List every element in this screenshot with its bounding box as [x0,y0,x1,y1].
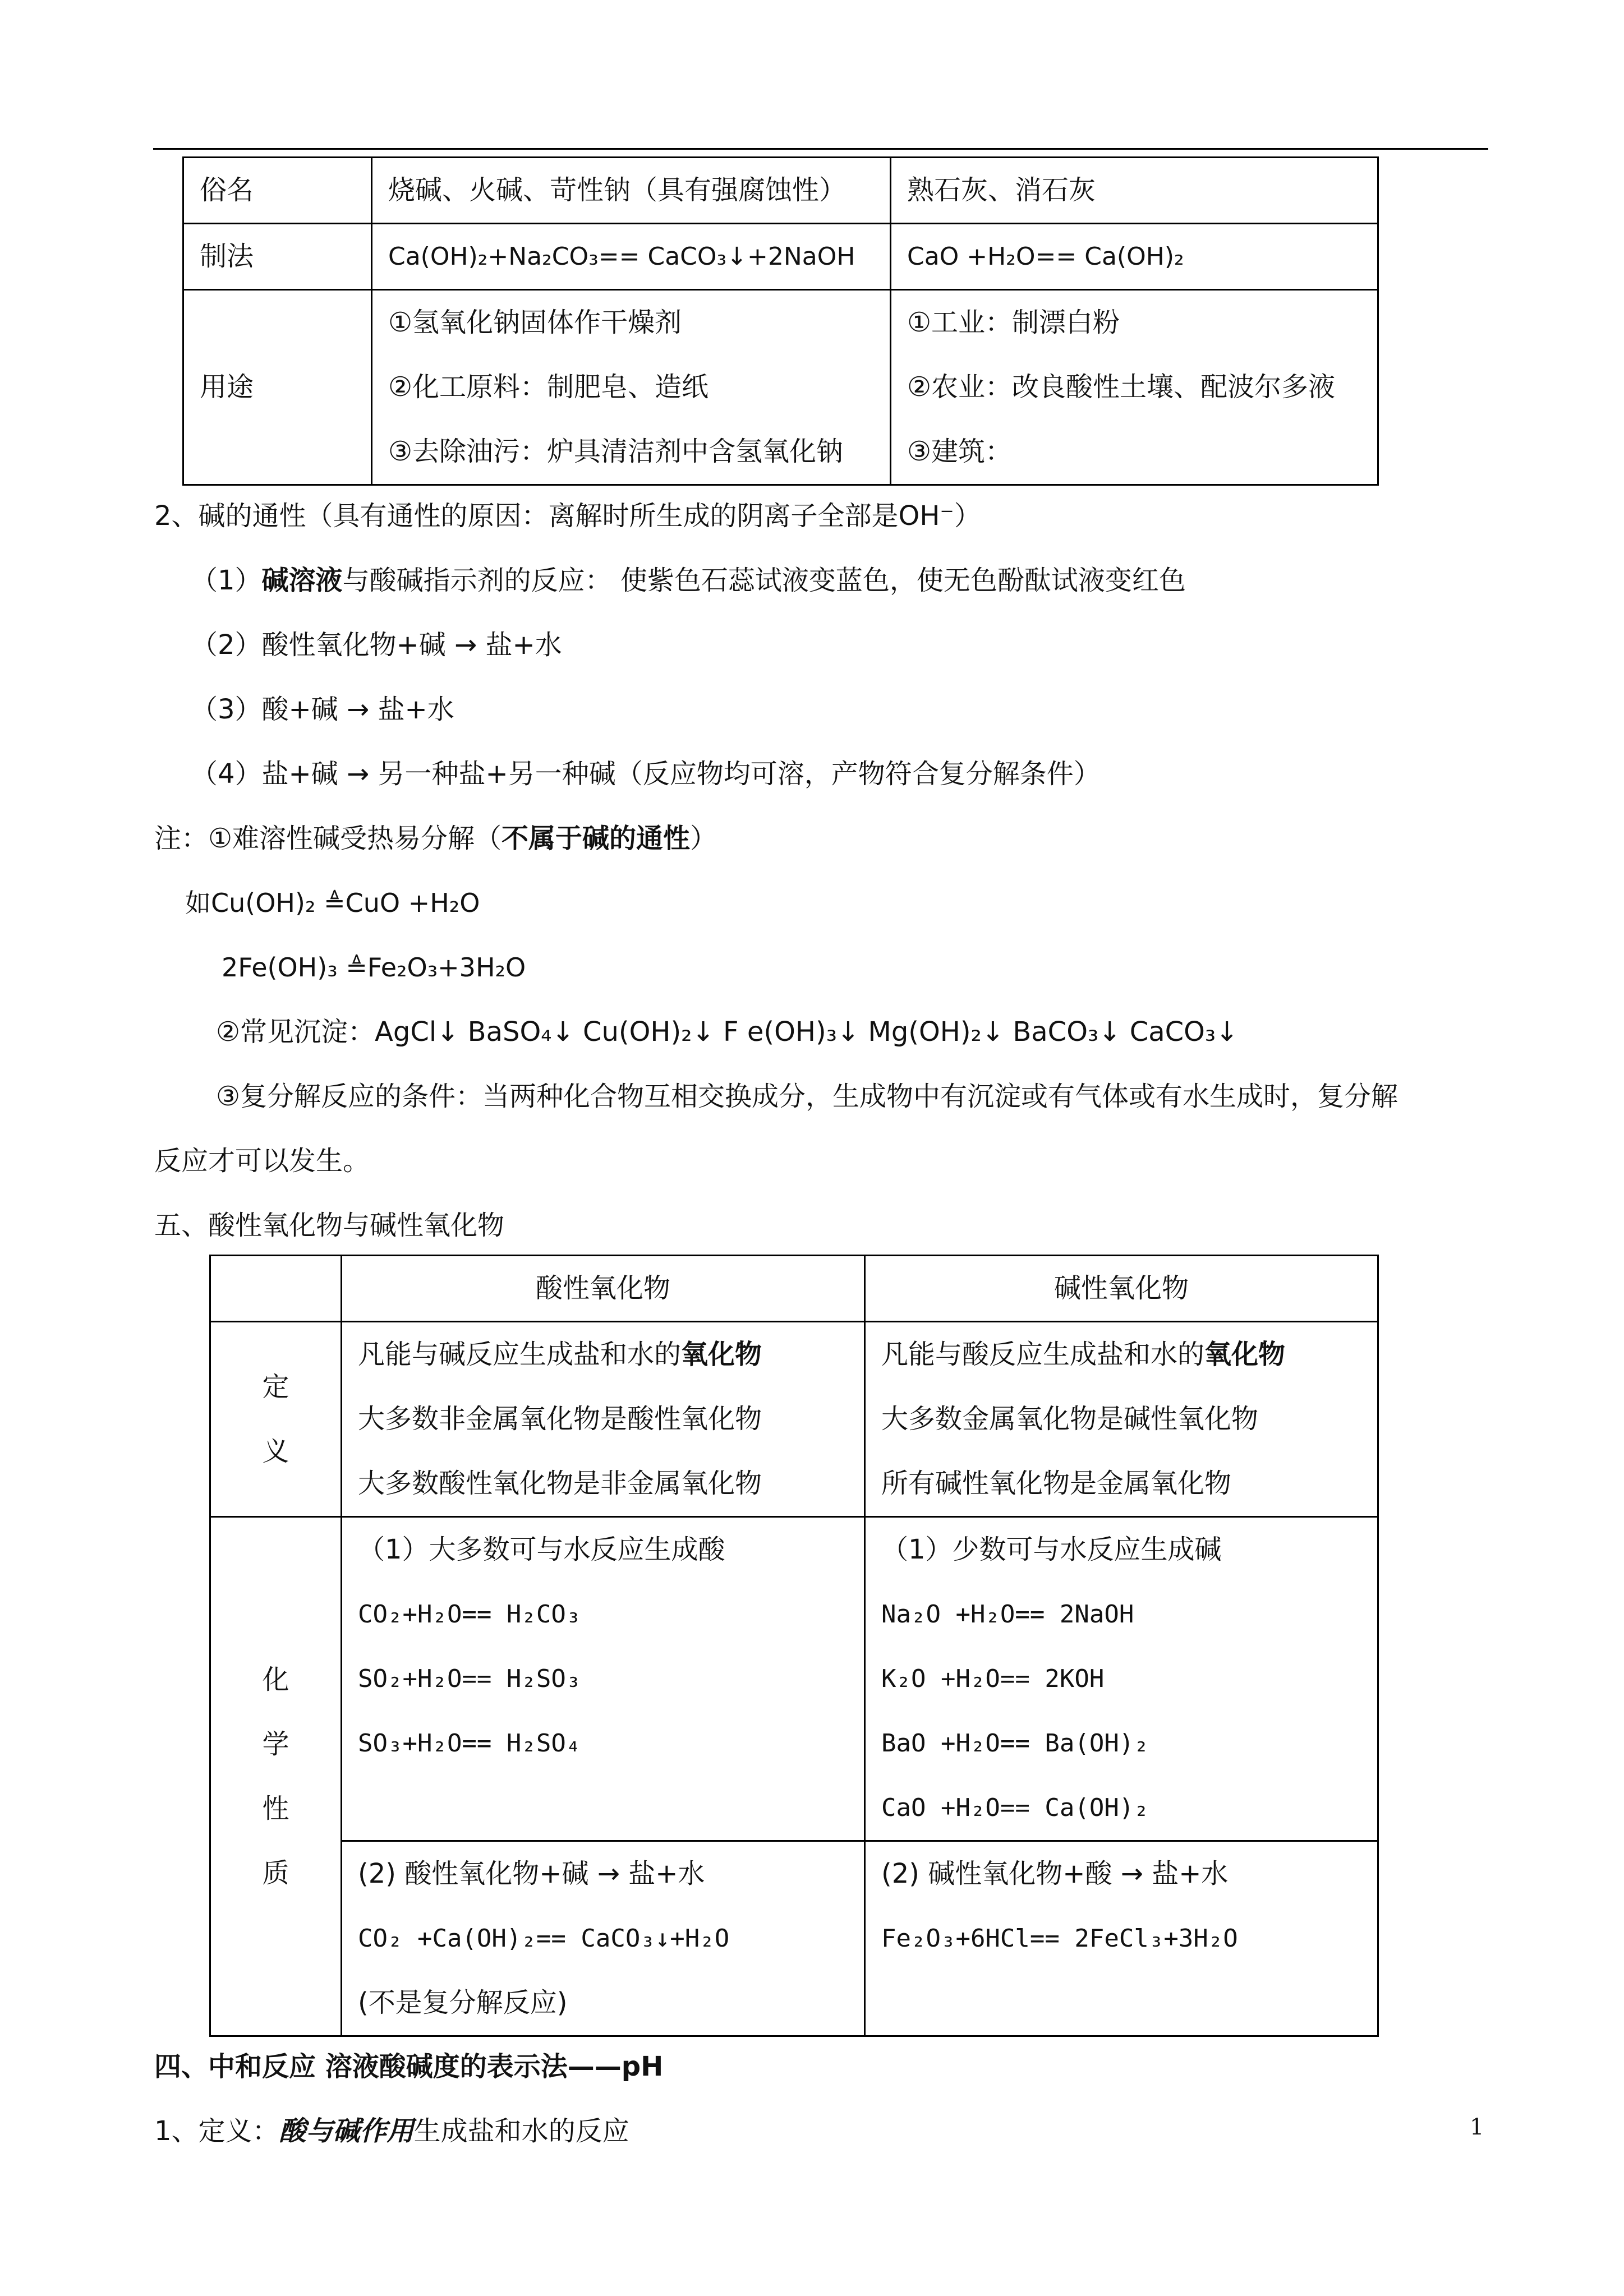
row-label: 制法 [183,224,372,290]
property-heading: (2) 酸性氧化物+碱 → 盐+水 [358,1858,705,1889]
table-cell: 烧碱、火碱、苛性钠（具有强腐蚀性） [372,158,891,224]
definition [154,2114,629,2148]
equation: CaO +H₂O== Ca(OH)₂ [881,1794,1149,1822]
spacer [358,1776,848,1840]
text: 注：①难溶性碱受热易分解（ [154,823,502,854]
equation: Fe₂O₃+6HCl== 2FeCl₃+3H₂O [881,1924,1238,1953]
equation: 如Cu(OH)₂ ≜CuO +H₂O [185,888,480,918]
list-item: ②农业：改良酸性土壤、配波尔多液 [907,371,1336,403]
list-item: ②化工原料：制肥皂、造纸 [388,371,709,403]
base-properties-table [182,156,1379,486]
label-char: 性 [262,1792,289,1824]
table-header-row [210,1256,1378,1322]
list-item: ③去除油污：炉具清洁剂中含氢氧化钠 [388,436,844,467]
table-row [183,224,1378,290]
table-cell [342,1322,865,1517]
note: ②常见沉淀：AgCl↓ BaSO₄↓ Cu(OH)₂↓ F e(OH)₃↓ Mg(OH)₂↓ BaCO₃↓ CaCO₃↓ [216,1016,1239,1048]
definition-line [881,1322,1361,1387]
bold-term: 碱溶液 [261,565,343,596]
equation: K₂O +H₂O== 2KOH [881,1665,1105,1693]
equation: CO₂+H₂O== H₂CO₃ [358,1600,581,1629]
note: ③复分解反应的条件：当两种化合物互相交换成分，生成物中有沉淀或有气体或有水生成时，复分解 [216,1081,1398,1112]
equation: CO₂ +Ca(OH)₂== CaCO₃↓+H₂O [358,1924,730,1953]
equation: CaO +H₂O== Ca(OH)₂ [891,224,1378,290]
label-char: 化 [262,1663,289,1695]
table-row [210,1841,1378,2036]
paragraph [191,564,1186,597]
table-row [183,290,1378,485]
section-heading: 2、碱的通性（具有通性的原因：离解时所生成的阴离子全部是OH⁻） [154,500,981,532]
header-cell: 碱性氧化物 [865,1256,1378,1322]
section-heading: 四、中和反应 溶液酸碱度的表示法——pH [154,2051,664,2082]
definition-line: 大多数金属氧化物是碱性氧化物 [881,1403,1259,1435]
row-label [210,1322,342,1517]
paragraph: （4）盐+碱 → 另一种盐+另一种碱（反应物均可溶，产物符合复分解条件） [191,758,1101,790]
bold-term: 氧化物 [1204,1339,1286,1370]
text: 凡能与酸反应生成盐和水的 [881,1339,1205,1370]
equation: SO₂+H₂O== H₂SO₃ [358,1665,581,1693]
table-row [210,1322,1378,1517]
property-heading: （1）少数可与水反应生成碱 [881,1534,1222,1565]
paragraph: （3）酸+碱 → 盐+水 [191,694,454,725]
definition-line [358,1322,848,1387]
table-cell [891,290,1378,485]
header-cell-blank [210,1256,342,1322]
list-item: ①工业：制漂白粉 [907,307,1120,338]
label-char: 义 [262,1435,289,1467]
table-cell [342,1841,865,2036]
row-label: 俗名 [183,158,372,224]
bold-term: 不属于碱的通性 [502,823,691,854]
list-item: ③建筑： [907,436,1013,467]
definition-line: 所有碱性氧化物是金属氧化物 [881,1468,1232,1499]
property-heading: （1）大多数可与水反应生成酸 [358,1534,725,1565]
text: 凡能与碱反应生成盐和水的 [358,1339,682,1370]
property-heading: (2) 碱性氧化物+酸 → 盐+水 [881,1858,1229,1889]
text: 1、定义： [154,2115,279,2147]
emphasis: 酸与碱作用 [279,2115,414,2147]
paragraph: （2）酸性氧化物+碱 → 盐+水 [191,629,562,661]
note-text: (不是复分解反应) [358,1987,568,2018]
equation: 2Fe(OH)₃ ≜Fe₂O₃+3H₂O [222,952,526,983]
item-number: （1） [191,565,262,596]
header-cell: 酸性氧化物 [342,1256,865,1322]
table-cell [342,1517,865,1841]
table-cell [865,1841,1378,2036]
definition-line: 大多数酸性氧化物是非金属氧化物 [358,1468,762,1499]
table-cell [372,290,891,485]
bold-term: 氧化物 [681,1339,762,1370]
label-char: 定 [262,1371,289,1403]
equation: Na₂O +H₂O== 2NaOH [881,1600,1134,1629]
table-row [183,158,1378,224]
table-cell [865,1517,1378,1841]
table-row [210,1517,1378,1841]
section-heading: 五、酸性氧化物与碱性氧化物 [154,1210,505,1241]
row-label [210,1517,342,2036]
page-number: 1 [1470,2114,1484,2140]
header-rule [153,148,1488,150]
list-item: ①氢氧化钠固体作干燥剂 [388,307,682,338]
note: 反应才可以发生。 [154,1145,370,1177]
label-char: 学 [262,1728,289,1760]
text: 生成盐和水的反应 [413,2115,629,2147]
table-cell [865,1322,1378,1517]
text: ） [690,823,717,854]
row-label: 用途 [183,290,372,485]
text: 与酸碱指示剂的反应： 使紫色石蕊试液变蓝色，使无色酚酞试液变红色 [342,565,1186,596]
spacer [881,1971,1361,2035]
label-char: 质 [262,1857,289,1889]
table-cell: 熟石灰、消石灰 [891,158,1378,224]
oxides-table [209,1255,1379,2037]
note [154,822,717,855]
equation: BaO +H₂O== Ba(OH)₂ [881,1729,1149,1758]
equation: SO₃+H₂O== H₂SO₄ [358,1729,581,1758]
equation: Ca(OH)₂+Na₂CO₃== CaCO₃↓+2NaOH [372,224,891,290]
definition-line: 大多数非金属氧化物是酸性氧化物 [358,1403,762,1435]
